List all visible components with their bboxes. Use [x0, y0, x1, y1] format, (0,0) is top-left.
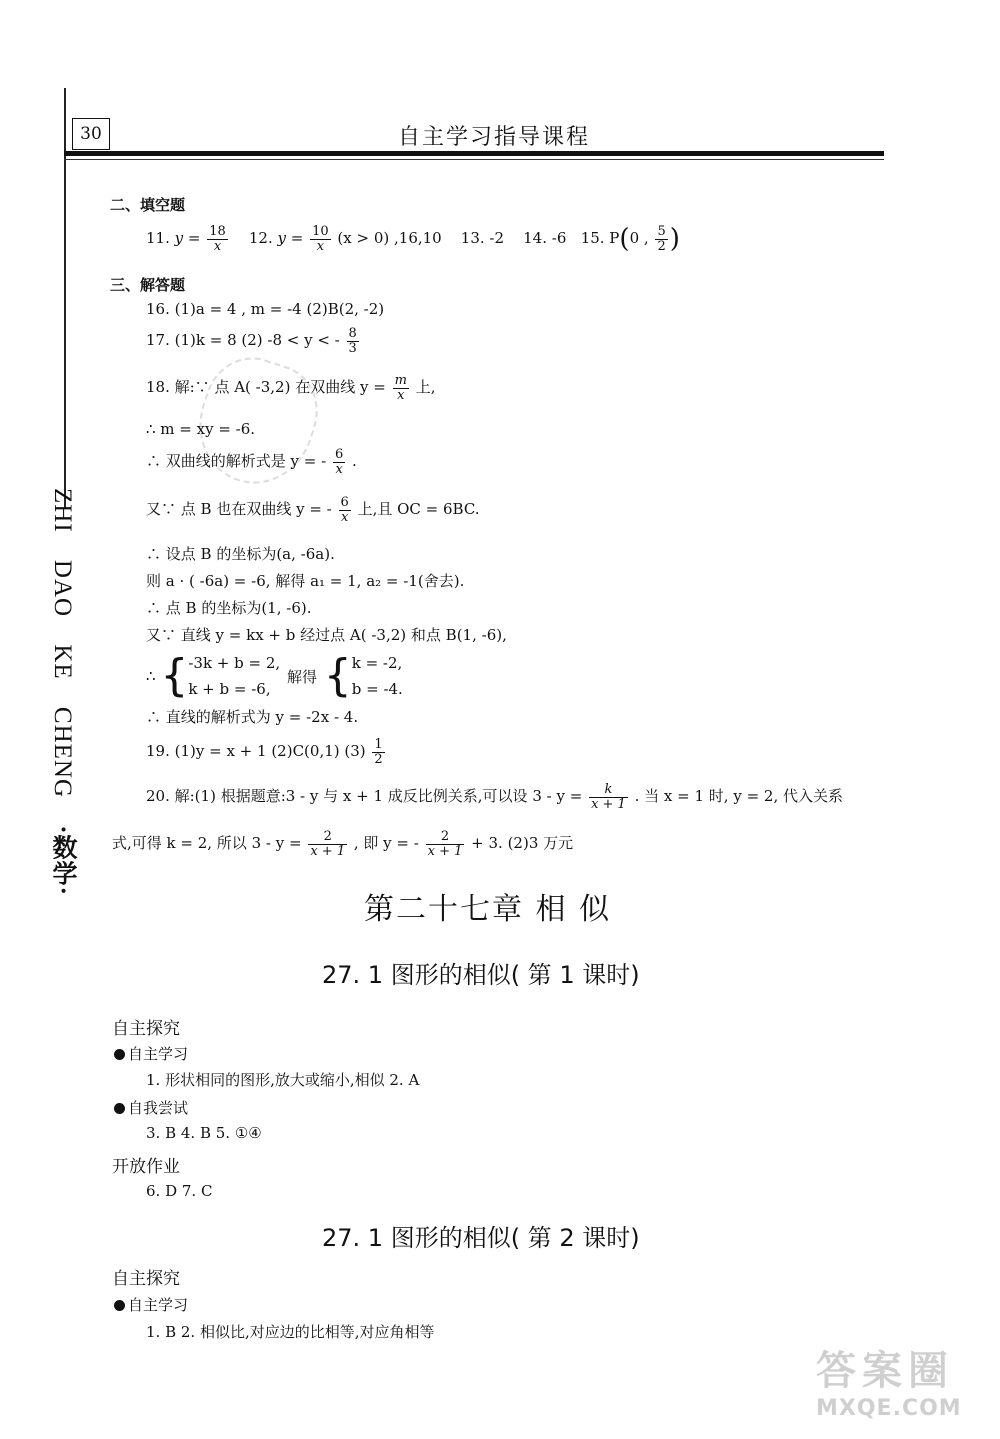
- spine-word: ZHI: [49, 488, 76, 533]
- answer-line: 6. D 7. C: [146, 1182, 213, 1200]
- spine-word: KE: [49, 644, 76, 680]
- subsection-heading: 开放作业: [112, 1157, 180, 1177]
- spine-subject: ·数学·: [49, 825, 76, 896]
- section-heading: 二、填空题: [110, 196, 186, 214]
- answer-18-line4: 又∵ 点 B 也在双曲线 y = - $\frac{6}{x}$ 上,且 OC = 6BC.: [146, 495, 480, 525]
- header-rule-thin: [64, 159, 884, 160]
- lesson-title: 27. 1 图形的相似( 第 2 课时): [322, 1224, 640, 1252]
- subsection-heading: 自主探究: [112, 1019, 180, 1039]
- answer-18-line1: 18. 解:∵ 点 A( -3,2) 在双曲线 y = $\frac{m}{x}$ 上,: [146, 373, 436, 403]
- bullet-heading: 自我尝试: [114, 1097, 188, 1118]
- book-title: 自主学习指导课程: [398, 125, 591, 150]
- watermark-logo: 答案圈 MXQE.COM: [816, 1348, 962, 1421]
- answer-20-line2: 式,可得 k = 2, 所以 3 - y = $\frac{2}{x + 1}$ , 即 y = - $\frac{2}{x + 1}$ + 3. (2)3 万元: [112, 829, 574, 859]
- answer-line: 1. 形状相同的图形,放大或缩小,相似 2. A: [146, 1071, 420, 1089]
- answer-17: 17. (1)k = 8 (2) -8 < y < - $\frac{8}{3}$: [146, 326, 357, 356]
- answer-18-line3: ∴ 双曲线的解析式是 y = - $\frac{6}{x}$ .: [146, 447, 357, 477]
- answer-20-line1: 20. 解:(1) 根据题意:3 - y 与 x + 1 成反比例关系,可以设 3 - y = $\frac{k}{x + 1}$ . 当 x = 1 时, y = 2, 代入关系: [146, 782, 843, 812]
- answer-18-system: ∴ {-3k + b = 2, k + b = -6, 解得 {k = -2, b = -4.: [146, 650, 403, 701]
- answer-19: 19. (1)y = x + 1 (2)C(0,1) (3) $\frac{1}{2}$: [146, 737, 383, 767]
- spine-word: DAO: [49, 559, 76, 618]
- bullet-dot-icon: [114, 1103, 125, 1114]
- spine-text: [44, 488, 80, 896]
- answer-18-line8: 又∵ 直线 y = kx + b 经过点 A( -3,2) 和点 B(1, -6),: [146, 626, 507, 644]
- answer-18-line6: 则 a · ( -6a) = -6, 解得 a₁ = 1, a₂ = -1(舍去).: [146, 572, 465, 590]
- bullet-dot-icon: [114, 1300, 125, 1311]
- answer-18-line7: ∴ 点 B 的坐标为(1, -6).: [146, 599, 312, 617]
- answer-18-line10: ∴ 直线的解析式为 y = -2x - 4.: [146, 708, 359, 726]
- answer-line: 3. B 4. B 5. ①④: [146, 1124, 262, 1142]
- section-heading: 三、解答题: [110, 276, 186, 294]
- subsection-heading: 自主探究: [112, 1269, 180, 1289]
- page-number: 30: [72, 118, 110, 150]
- chapter-title: 第二十七章 相 似: [364, 892, 612, 927]
- header-rule: [64, 151, 884, 156]
- bullet-dot-icon: [114, 1049, 125, 1060]
- bullet-heading: 自主学习: [114, 1294, 188, 1315]
- answer-18-line2: ∴ m = xy = -6.: [146, 420, 256, 438]
- lesson-title: 27. 1 图形的相似( 第 1 课时): [322, 961, 640, 989]
- bullet-heading: 自主学习: [114, 1043, 188, 1064]
- answer-16: 16. (1)a = 4 , m = -4 (2)B(2, -2): [146, 300, 385, 318]
- spine-word: CHENG: [49, 706, 76, 799]
- answer-18-line5: ∴ 设点 B 的坐标为(a, -6a).: [146, 545, 335, 563]
- answer-line: 1. B 2. 相似比,对应边的比相等,对应角相等: [146, 1323, 435, 1341]
- answer-line-11-15: 11. y = $\frac{18}{x}$ 12. y = $\frac{10}{x}$ (x > 0) ,16,10 13. -2 14. -6 15. P(0 , $\frac{5}{2}$ ): [146, 223, 680, 254]
